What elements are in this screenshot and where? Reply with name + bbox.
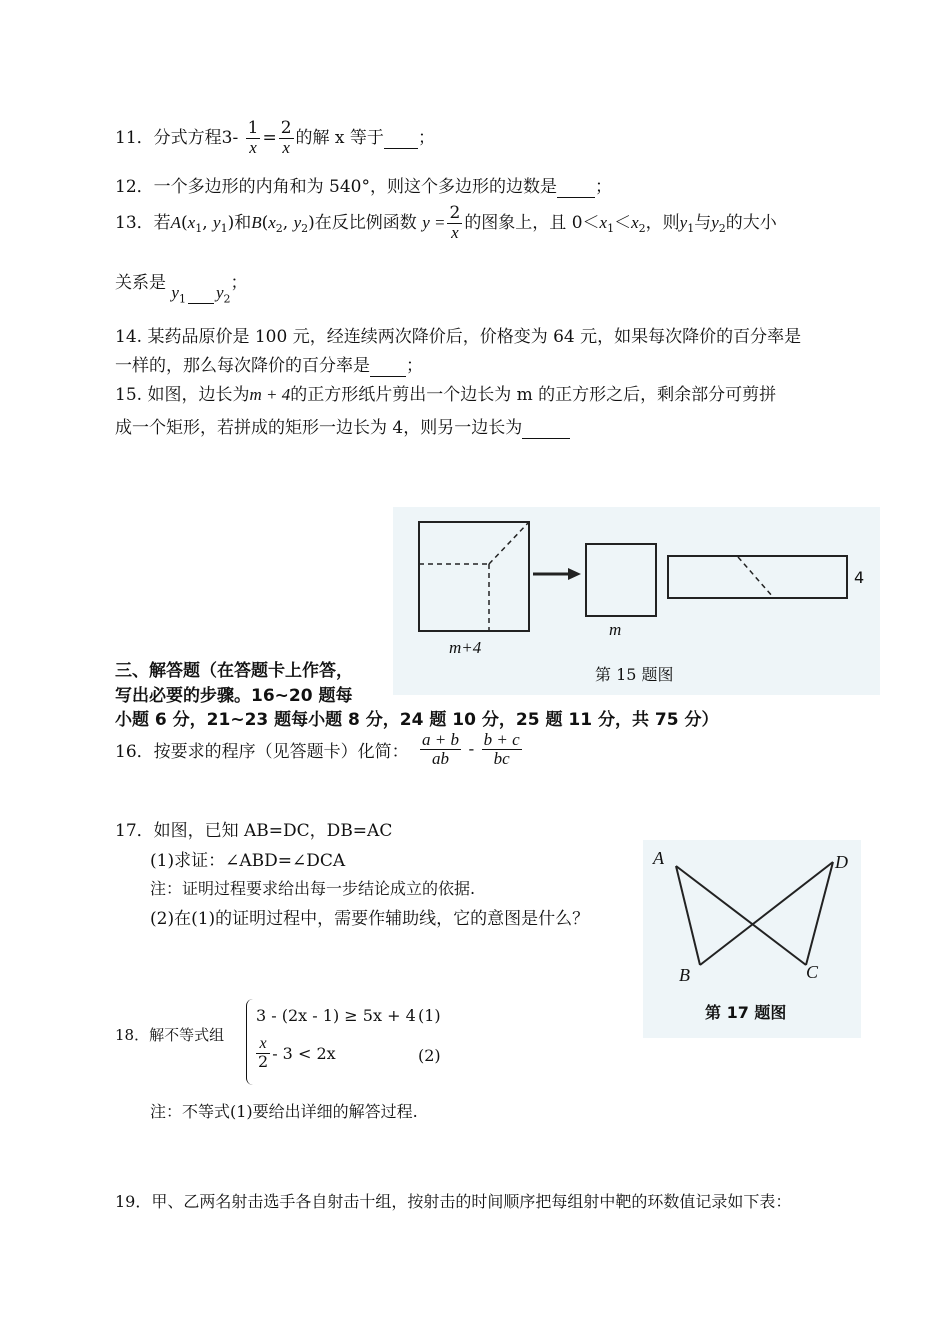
q17-line1: 17．如图，已知 AB=DC，DB=AC	[115, 821, 393, 841]
q14-line2: 一样的，那么每次降价的百分率是 ；	[115, 356, 423, 376]
q18-inequality-1-tag: (1)	[418, 1006, 441, 1025]
figure-15	[393, 507, 880, 695]
small-square	[586, 544, 656, 616]
q18-note: 注：不等式(1)要给出详细的解答过程.	[150, 1102, 418, 1121]
q13-line1: 13．若$A(x_1$, $y_1$)和$B(x_2$, $y_2$)在反比例函数 y = $\frac{2}{x}$ 的图象上，且 $0<x_1<x_2$，则$y_1$与$y_2$的大小	[115, 203, 777, 242]
q17-line3: (2)在(1)的证明过程中，需要作辅助线，它的意图是什么？	[150, 909, 590, 929]
q18-label: 18．解不等式组	[115, 1026, 225, 1044]
label-4: 4	[854, 568, 865, 587]
q16-fraction-2: $\frac{b + c}{bc}$	[483, 730, 520, 768]
cut-line-diagonal	[489, 522, 529, 564]
label-m-plus-4: m+4	[449, 638, 482, 657]
big-square	[419, 522, 529, 631]
q13-answer-blank	[188, 283, 214, 304]
q18-inequality-2-tag: (2)	[418, 1046, 441, 1065]
q11-answer-blank	[384, 128, 418, 149]
point-label-B: B	[679, 965, 690, 985]
q12-answer-blank	[557, 177, 595, 198]
q16-fraction-1: $\frac{a + b}{ab}$	[422, 730, 460, 768]
q11-fraction-2: $\frac{2}{x}$	[280, 118, 292, 157]
q18-brace	[246, 999, 253, 1085]
q11-line: 11．分式方程3- $\frac{1}{x}$ = $\frac{2}{x}$ 的解 x 等于 ；	[115, 118, 435, 157]
q15-line1: 15. 如图，边长为m + 4的正方形纸片剪出一个边长为 m 的正方形之后，剩余部分可剪拼	[115, 385, 777, 405]
q16-line: 16．按要求的程序（见答题卡）化简： $\frac{a + b}{ab}$ - $\frac{b + c}{bc}$	[115, 730, 520, 768]
label-m: m	[609, 620, 622, 639]
figure-17-caption: 第 17 题图	[705, 1003, 787, 1022]
point-label-D: D	[835, 852, 848, 872]
q13-fraction: $\frac{2}{x}$	[449, 203, 461, 242]
segment-DC	[806, 862, 833, 965]
rectangle-cut-line	[738, 557, 773, 597]
segment-BD	[700, 862, 833, 965]
q18-fraction: $\frac{x}{2}$	[258, 1035, 269, 1071]
q14-answer-blank	[370, 356, 406, 377]
q15-answer-blank	[522, 418, 570, 439]
point-label-C: C	[806, 962, 819, 982]
q14-line1: 14. 某药品原价是 100 元，经连续两次降价后，价格变为 64 元，如果每次降价的百分率是	[115, 327, 802, 347]
result-rectangle	[668, 556, 847, 598]
q17-line2: (1)求证：∠ABD=∠DCA	[150, 851, 346, 871]
point-label-A: A	[653, 848, 664, 868]
section3-heading-line1: 三、解答题（在答题卡上作答，	[115, 661, 353, 681]
q11-fraction-1: $\frac{1}{x}$	[247, 118, 259, 157]
figure-15-caption: 第 15 题图	[595, 665, 674, 684]
section3-heading-line2: 写出必要的步骤。16~20 题每	[115, 686, 353, 706]
q15-line2: 成一个矩形，若拼成的矩形一边长为 4，则另一边长为	[115, 413, 570, 439]
section3-heading-line3: 小题 6 分，21~23 题每小题 8 分，24 题 10 分，25 题 11 分，共 75 分）	[115, 710, 719, 730]
q19-line: 19．甲、乙两名射击选手各自射击十组，按射击的时间顺序把每组射中靶的环数值记录如下表：	[115, 1192, 792, 1211]
q12-line: 12．一个多边形的内角和为 540°，则这个多边形的边数是 ；	[115, 177, 612, 197]
q18-inequality-2: $\frac{x}{2}$ - 3 < 2x	[258, 1035, 336, 1071]
arrow-head-icon	[568, 568, 581, 580]
q18-inequality-1: 3 - (2x - 1) ≥ 5x + 4	[256, 1006, 416, 1025]
q17-note: 注：证明过程要求给出每一步结论成立的依据.	[150, 879, 476, 898]
q13-line2: 关系是 $y_1$ $y_2$；	[115, 273, 248, 306]
figure-17	[643, 840, 861, 1038]
